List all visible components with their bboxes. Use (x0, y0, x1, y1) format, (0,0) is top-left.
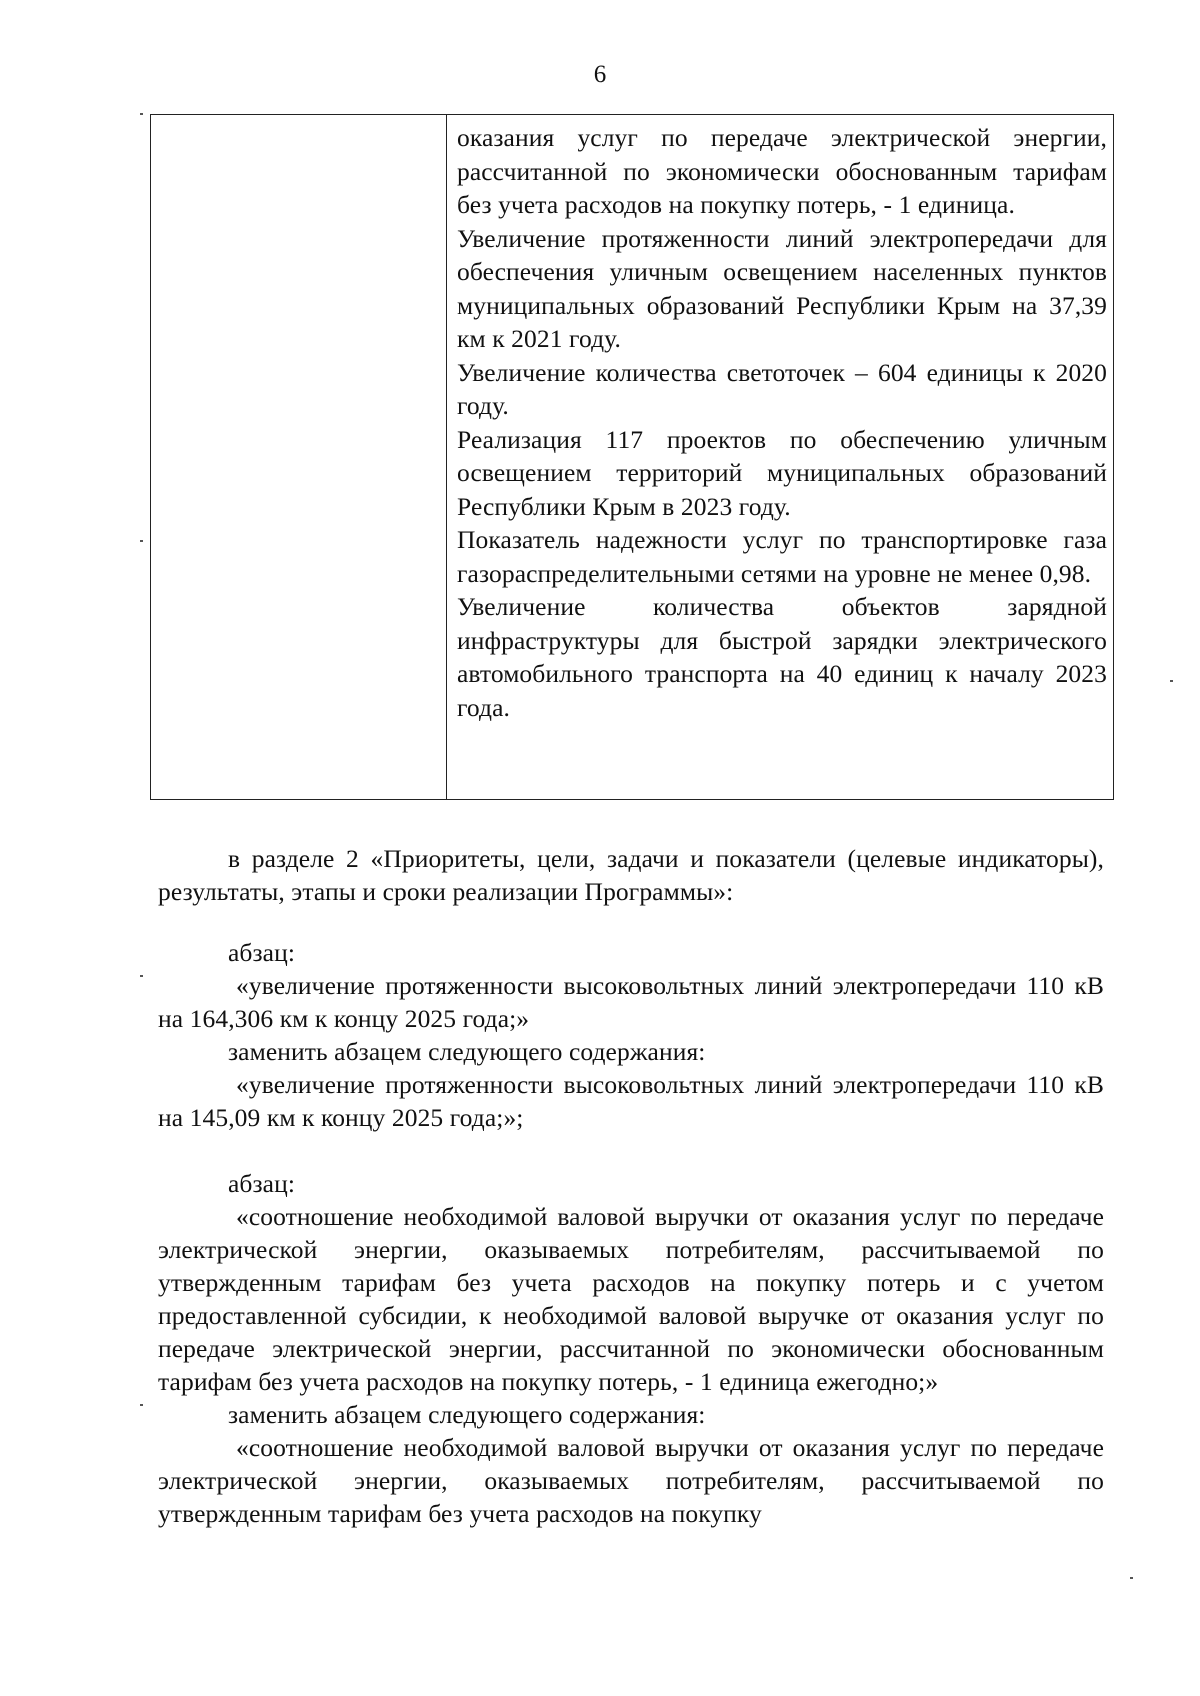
page-number: 6 (593, 61, 607, 88)
program-table (150, 114, 1114, 800)
scan-mark (140, 975, 143, 977)
section-intro-block (158, 842, 1104, 908)
table-paragraph: Увеличение количества светоточек – 604 единицы к 2020 году. (457, 357, 1107, 420)
paragraph-label: абзац: (228, 1169, 296, 1198)
amendment-block-2 (158, 1167, 1104, 1530)
replace-label: заменить абзацем следующего содержания: (228, 1037, 706, 1066)
scan-mark (1170, 680, 1173, 682)
table-paragraph: оказания услуг по передаче электрической энергии, рассчитанной по экономически обоснованным тарифам без учета расходов на покупку потерь, - 1 единица. (457, 123, 1107, 219)
scan-mark (140, 540, 143, 542)
scan-mark (140, 113, 143, 115)
new-text: «увеличение протяженности высоковольтных линий электропередачи 110 кВ на 145,09 км к концу 2025 года;»; (158, 1070, 1104, 1132)
table-paragraph: Показатель надежности услуг по транспортировке газа газораспределительными сетями на уровне не менее 0,98. (457, 525, 1107, 588)
table-left-cell (151, 115, 447, 799)
new-text: «соотношение необходимой валовой выручки от оказания услуг по передаче электрической энергии, оказываемых потребителям, рассчитываемой по утвержденным тарифам без учета расходов на покупку (158, 1433, 1104, 1528)
paragraph-label: абзац: (228, 938, 296, 967)
amendment-block-1 (158, 936, 1104, 1134)
old-text: «соотношение необходимой валовой выручки от оказания услуг по передаче электрической энергии, оказываемых потребителям, рассчитываемой по утвержденным тарифам без учета расходов на покупку потерь и с учетом предоставленной субсидии, к необходимой валовой выручке от оказания услуг по передаче электрической энергии, рассчитанной по экономически обоснованным тарифам без учета расходов на покупку потерь, - 1 единица ежегодно;» (158, 1202, 1104, 1396)
replace-label: заменить абзацем следующего содержания: (228, 1400, 706, 1429)
scan-mark (1130, 1577, 1133, 1579)
section-intro: в разделе 2 «Приоритеты, цели, задачи и показатели (целевые индикаторы), результаты, этапы и сроки реализации Программы»: (158, 844, 1104, 906)
table-right-cell (447, 115, 1113, 799)
table-paragraph: Увеличение протяженности линий электропередачи для обеспечения уличным освещением населенных пунктов муниципальных образований Республики Крым на 37,39 км к 2021 году. (457, 223, 1107, 353)
old-text: «увеличение протяженности высоковольтных линий электропередачи 110 кВ на 164,306 км к концу 2025 года;» (158, 971, 1104, 1033)
scan-mark (140, 1404, 143, 1406)
table-paragraph: Увеличение количества объектов зарядной инфраструктуры для быстрой зарядки электрического автомобильного транспорта на 40 единиц к началу 2023 года. (457, 592, 1107, 722)
table-paragraph: Реализация 117 проектов по обеспечению уличным освещением территорий муниципальных образований Республики Крым в 2023 году. (457, 424, 1107, 521)
